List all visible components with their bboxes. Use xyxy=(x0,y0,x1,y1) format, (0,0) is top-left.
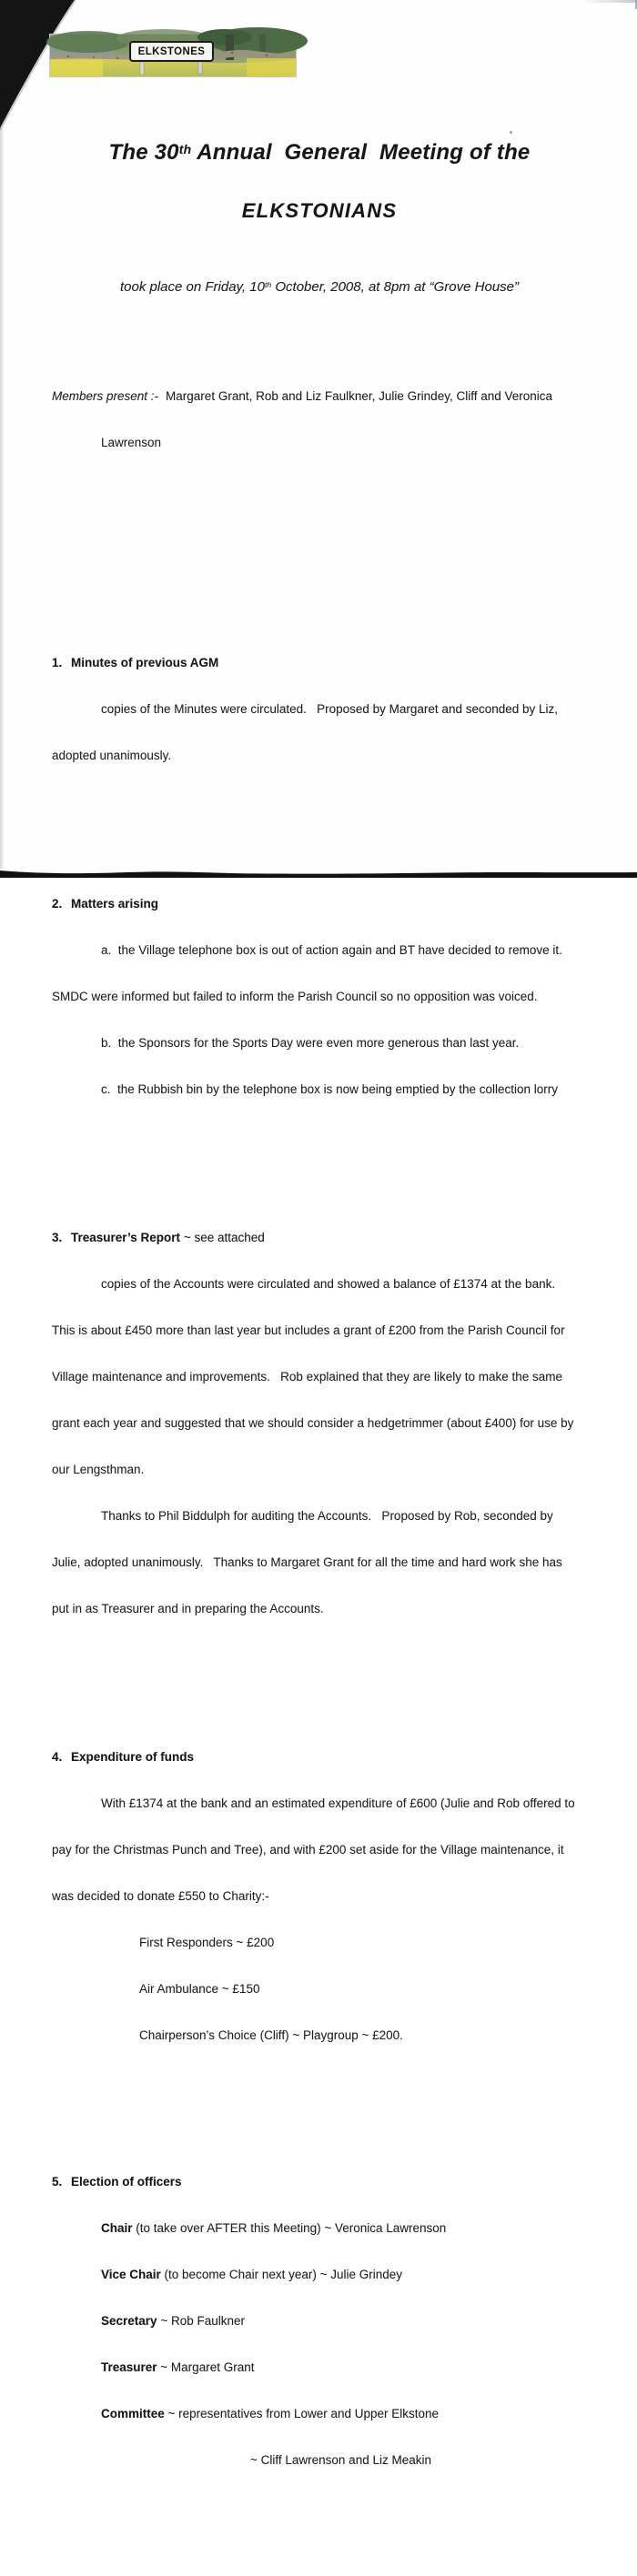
body-line: SMDC were informed but failed to inform the Parish Council so no opposition was voiced. xyxy=(52,990,538,1003)
body-line: copies of the Minutes were circulated. Proposed by Margaret and seconded by Liz, xyxy=(101,702,559,716)
officer-role: Committee xyxy=(101,2407,165,2420)
body-line: put in as Treasurer and in preparing the Accounts. xyxy=(52,1602,324,1615)
officer-role: Treasurer xyxy=(101,2360,157,2374)
subitem-line: a. the Village telephone box is out of action again and BT have decided to remove it. xyxy=(101,943,562,957)
body-line: adopted unanimously. xyxy=(52,749,172,762)
body-line: grant each year and suggested that we should consider a hedgetrimmer (about £400) for use by xyxy=(52,1416,574,1430)
body-line: With £1374 at the bank and an estimated expenditure of £600 (Julie and Rob offered to xyxy=(101,1796,575,1810)
subtitle-text: October, 2008, at 8pm at “Grove House” xyxy=(271,279,520,295)
members-names-continued: Lawrenson xyxy=(101,436,162,449)
charity-line: Air Ambulance ~ £150 xyxy=(139,1982,260,1996)
officer-role: Secretary xyxy=(101,2314,157,2328)
document-title-line2: ELKSTONIANS xyxy=(241,199,398,222)
title-text: The 30 xyxy=(108,140,179,165)
officer-line-committee xyxy=(101,2406,587,2421)
members-present-line1 xyxy=(52,388,587,404)
committee-members-line: ~ Cliff Lawrenson and Liz Meakin xyxy=(250,2453,431,2467)
members-names: Margaret Grant, Rob and Liz Faulkner, Julie Grindey, Cliff and Veronica xyxy=(166,389,553,403)
section-number: 5. xyxy=(52,2175,63,2189)
officer-line-treasurer xyxy=(101,2360,587,2375)
subitem-line: b. the Sponsors for the Sports Day were even more generous than last year. xyxy=(101,1036,520,1050)
body-line: Thanks to Phil Biddulph for auditing the Accounts. Proposed by Rob, seconded by xyxy=(101,1509,553,1523)
officer-detail: ~ Margaret Grant xyxy=(157,2360,255,2374)
subtitle-superscript: th xyxy=(264,280,272,290)
members-present-block xyxy=(52,357,587,481)
section-number: 1. xyxy=(52,656,63,669)
section-number: 3. xyxy=(52,1231,63,1244)
body-line: pay for the Christmas Punch and Tree), and with £200 set aside for the Village maintenance, it xyxy=(52,1843,564,1857)
section-heading xyxy=(52,655,587,670)
section-heading-text: Treasurer’s Report xyxy=(71,1231,181,1244)
subtitle-text: took place on Friday, 10 xyxy=(119,279,265,295)
section-number: 4. xyxy=(52,1750,63,1764)
body-line: our Lengsthman. xyxy=(52,1463,145,1476)
section-election-of-officers xyxy=(52,2143,587,2499)
section-heading xyxy=(52,1749,587,1765)
title-text: Annual General Meeting of the xyxy=(191,140,531,165)
officer-line-vice-chair xyxy=(101,2267,587,2282)
body-line: Village maintenance and improvements. Rob explained that they are likely to make the same xyxy=(52,1370,563,1384)
section-heading-text: Minutes of previous AGM xyxy=(71,656,219,669)
officer-line-chair xyxy=(101,2220,587,2236)
officer-line-secretary xyxy=(101,2313,587,2329)
charity-line: First Responders ~ £200 xyxy=(139,1936,275,1949)
section-heading-text: Matters arising xyxy=(71,897,159,911)
section-heading-suffix: ~ see attached xyxy=(180,1231,265,1244)
village-sign-text: ELKSTONES xyxy=(137,45,206,57)
body-line: This is about £450 more than last year but includes a grant of £200 from the Parish Council for xyxy=(52,1323,565,1337)
scan-bottom-edge-artifact xyxy=(0,865,637,878)
section-heading-text: Expenditure of funds xyxy=(71,1750,194,1764)
charity-line: Chairperson’s Choice (Cliff) ~ Playgroup ~ £200. xyxy=(139,2028,403,2042)
section-heading xyxy=(52,1230,587,1245)
officer-detail: (to become Chair next year) ~ Julie Grindey xyxy=(160,2268,403,2281)
officer-role: Chair xyxy=(101,2221,133,2235)
section-number: 2. xyxy=(52,897,63,911)
officer-role: Vice Chair xyxy=(101,2268,161,2281)
section-minutes-of-previous-agm xyxy=(52,624,587,794)
subitem-line: c. the Rubbish bin by the telephone box is now being emptied by the collection lorry xyxy=(101,1082,559,1096)
section-heading-text: Election of officers xyxy=(71,2175,182,2189)
section-heading xyxy=(52,2174,587,2189)
section-matters-arising xyxy=(52,865,587,1128)
document-title-line1 xyxy=(52,140,587,167)
body-line: copies of the Accounts were circulated and showed a balance of £1374 at the bank. xyxy=(101,1277,556,1291)
section-heading xyxy=(52,896,587,911)
officer-detail: ~ representatives from Lower and Upper Elkstone xyxy=(164,2407,440,2420)
officer-detail: (to take over AFTER this Meeting) ~ Veronica Lawrenson xyxy=(132,2221,447,2235)
section-treasurers-report xyxy=(52,1199,587,1647)
meeting-date-line xyxy=(52,277,587,298)
minutes-sections xyxy=(52,562,587,2545)
body-line: was decided to donate £550 to Charity:- xyxy=(52,1889,269,1903)
members-present-label: Members present :- xyxy=(52,389,159,403)
officer-detail: ~ Rob Faulkner xyxy=(157,2314,245,2328)
body-line: Julie, adopted unanimously. Thanks to Margaret Grant for all the time and hard work she has xyxy=(52,1555,562,1569)
section-expenditure-of-funds xyxy=(52,1718,587,2074)
title-superscript: th xyxy=(178,141,192,156)
